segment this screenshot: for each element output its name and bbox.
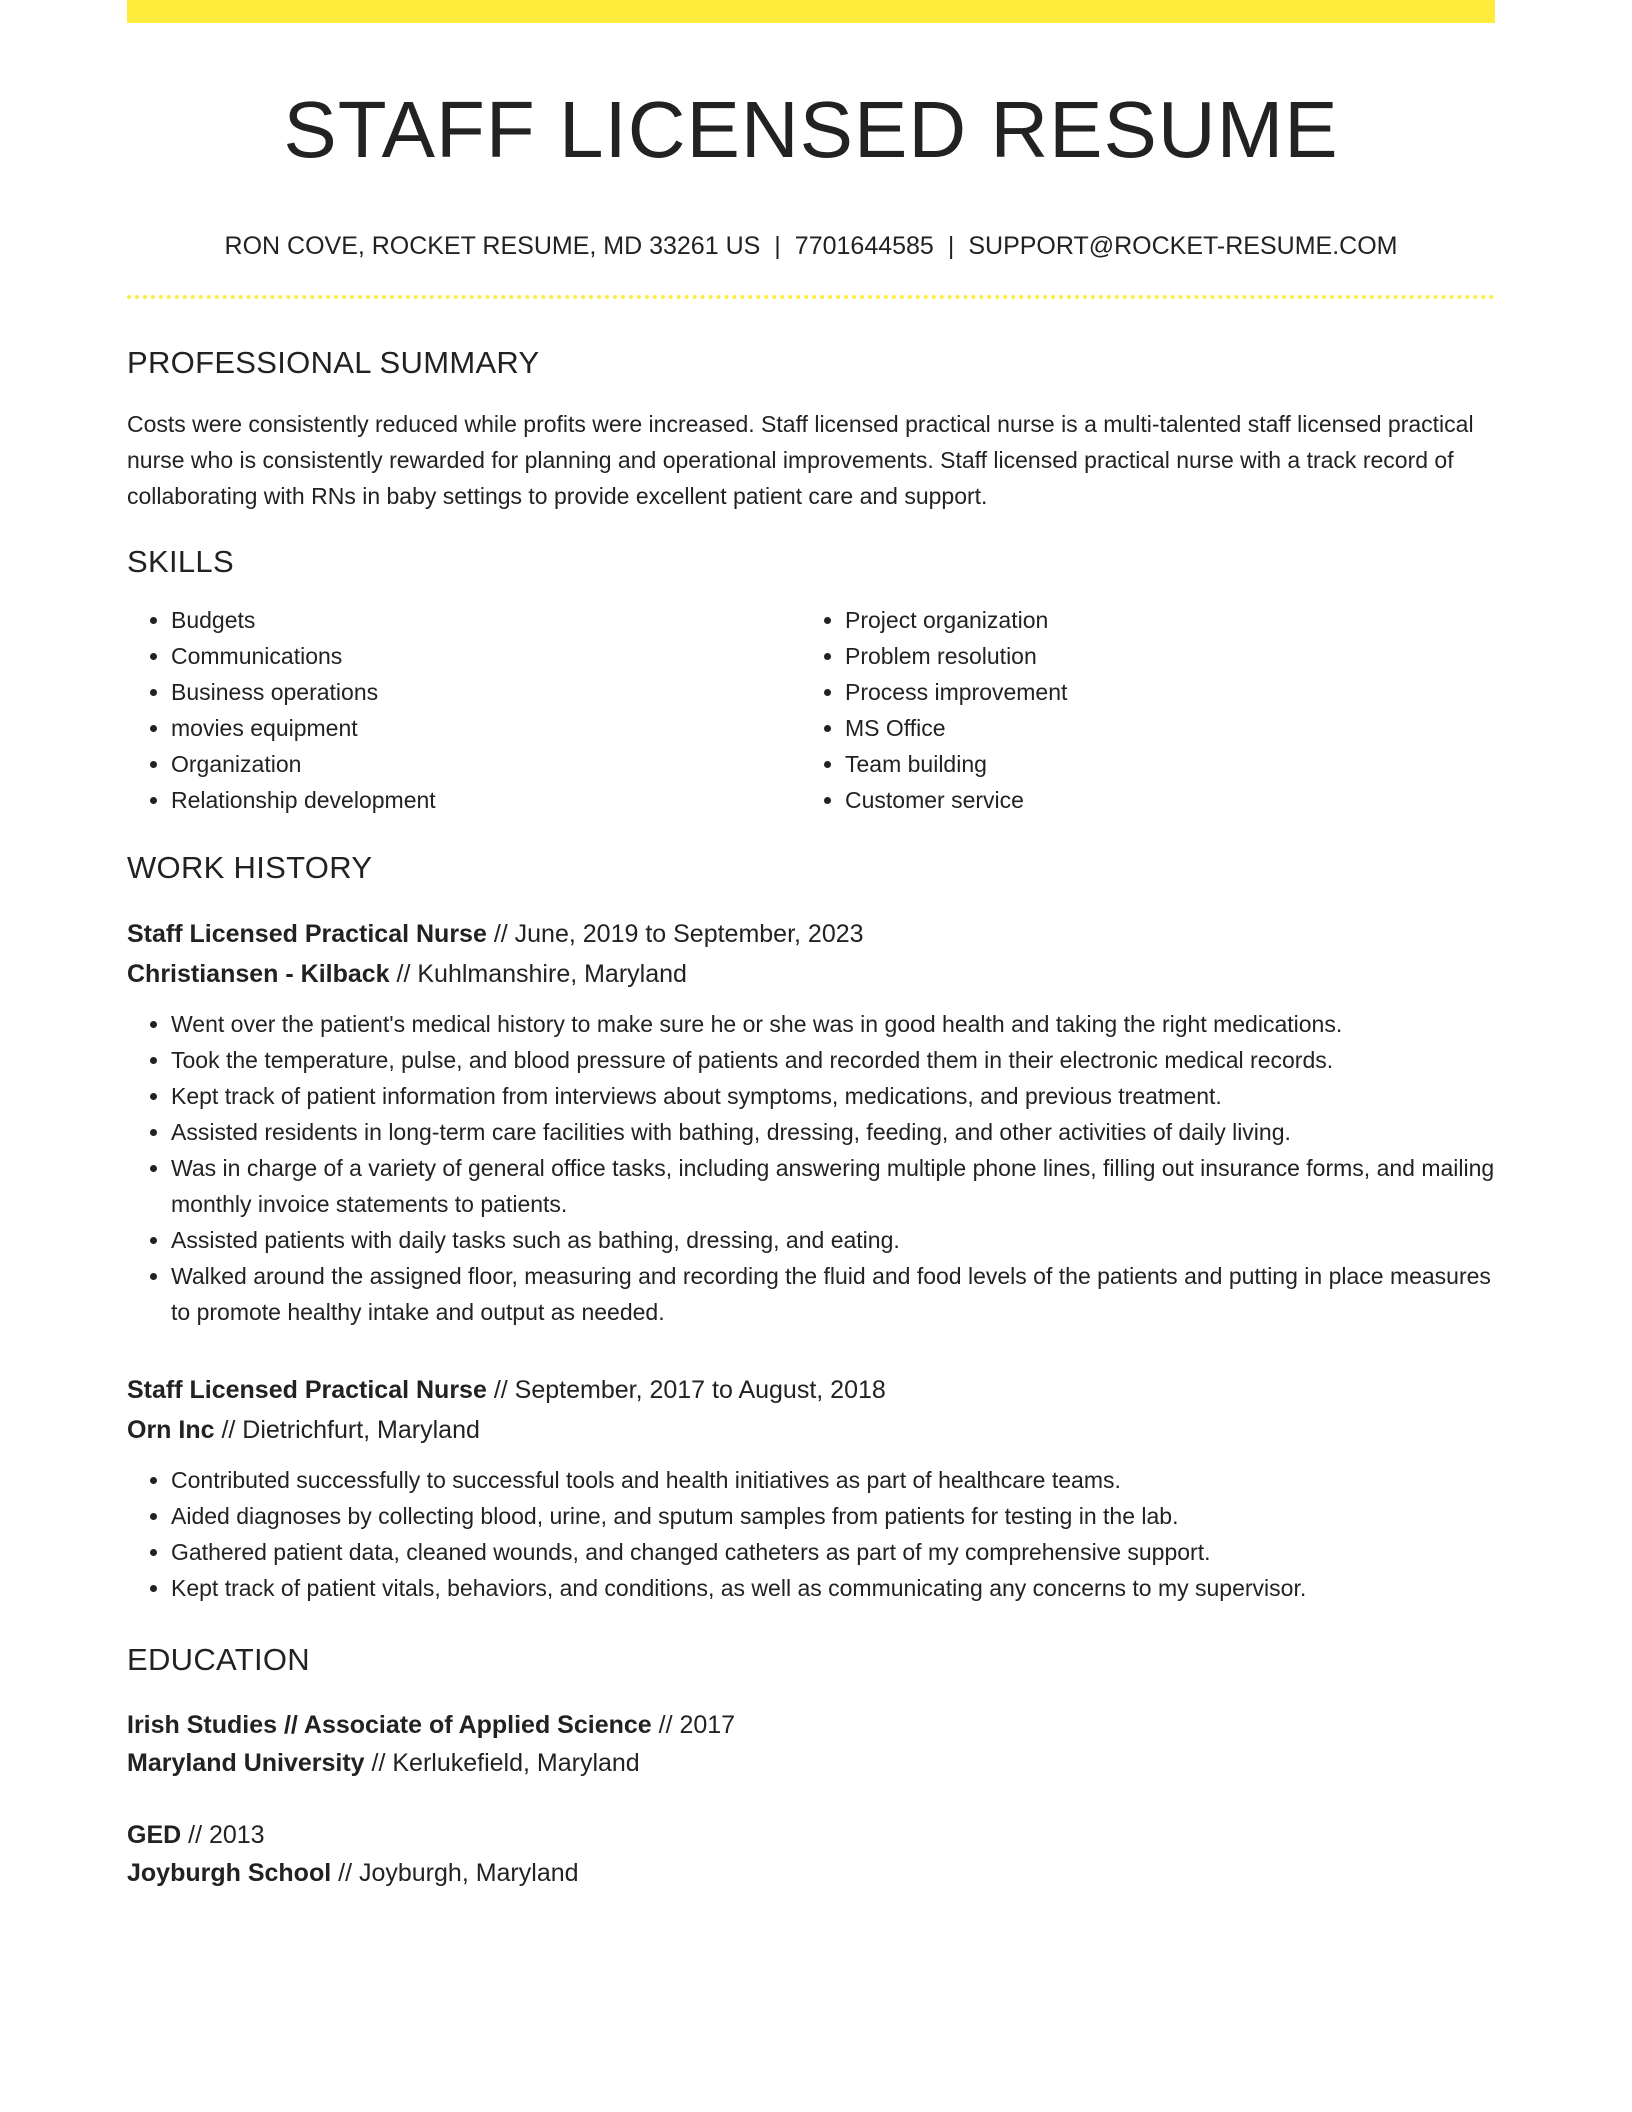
job-entry bbox=[127, 914, 1495, 1330]
skill-item: • Problem resolution bbox=[845, 638, 1475, 674]
job-location: // Kuhlmanshire, Maryland bbox=[389, 960, 687, 988]
skill-item: • Team building bbox=[845, 746, 1475, 782]
job-company-line bbox=[127, 1410, 1495, 1450]
skill-item: • Business operations bbox=[171, 674, 801, 710]
skills-column-right bbox=[801, 602, 1475, 818]
education-degree-line bbox=[127, 1706, 1495, 1744]
job-duty: • Was in charge of a variety of general office tasks, including answering multiple phone lines, filling out insurance forms, and mailing monthly invoice statements to patients. bbox=[171, 1150, 1495, 1222]
skills-column-left bbox=[127, 602, 801, 818]
skill-item: • Project organization bbox=[845, 602, 1475, 638]
resume-page bbox=[127, 0, 1495, 1892]
job-duty: • Aided diagnoses by collecting blood, urine, and sputum samples from patients for testing in the lab. bbox=[171, 1498, 1495, 1534]
education-degree-line bbox=[127, 1816, 1495, 1854]
skill-item: • Budgets bbox=[171, 602, 801, 638]
education-location: // Kerlukefield, Maryland bbox=[364, 1749, 640, 1777]
skills-heading: SKILLS bbox=[127, 544, 234, 579]
job-duty: • Assisted residents in long-term care facilities with bathing, dressing, feeding, and other activities of daily living. bbox=[171, 1114, 1495, 1150]
job-location: // Dietrichfurt, Maryland bbox=[214, 1416, 480, 1444]
job-entry bbox=[127, 1370, 1495, 1606]
dotted-divider bbox=[127, 295, 1495, 299]
skill-item: • Customer service bbox=[845, 782, 1475, 818]
skill-item: • Communications bbox=[171, 638, 801, 674]
education-year: // 2013 bbox=[181, 1821, 265, 1849]
job-duty: • Kept track of patient vitals, behaviors, and conditions, as well as communicating any concerns to my supervisor. bbox=[171, 1570, 1495, 1606]
skill-item: • movies equipment bbox=[171, 710, 801, 746]
job-title-line bbox=[127, 1370, 1495, 1410]
job-company: Orn Inc bbox=[127, 1416, 215, 1444]
job-duties bbox=[127, 1462, 1495, 1606]
job-duty: • Went over the patient's medical history to make sure he or she was in good health and taking the right medications. bbox=[171, 1006, 1495, 1042]
work-history-heading: WORK HISTORY bbox=[127, 850, 373, 885]
resume-title: STAFF LICENSED RESUME bbox=[283, 85, 1339, 174]
education-degree: GED bbox=[127, 1821, 182, 1849]
education-school-line bbox=[127, 1744, 1495, 1782]
education-degree: Irish Studies // Associate of Applied Science bbox=[127, 1711, 652, 1739]
contact-line bbox=[127, 231, 1495, 261]
contact-separator: | bbox=[774, 232, 781, 260]
contact-email: SUPPORT@ROCKET-RESUME.COM bbox=[968, 232, 1398, 260]
education-entry bbox=[127, 1706, 1495, 1782]
skill-item: • MS Office bbox=[845, 710, 1475, 746]
skill-item: • Process improvement bbox=[845, 674, 1475, 710]
summary-text: Costs were consistently reduced while profits were increased. Staff licensed practical nurse is a multi-talented staff licensed practical nurse who is consistently rewarded for planning and operational improvements. Staff licensed practical nurse with a track record of collaborating with RNs in baby settings to provide excellent patient care and support. bbox=[127, 411, 1474, 509]
education-school: Joyburgh School bbox=[127, 1859, 332, 1887]
education-heading: EDUCATION bbox=[127, 1642, 310, 1677]
job-duty: • Gathered patient data, cleaned wounds, and changed catheters as part of my comprehensive support. bbox=[171, 1534, 1495, 1570]
education-year: // 2017 bbox=[651, 1711, 736, 1739]
skill-item: • Organization bbox=[171, 746, 801, 782]
contact-phone: 7701644585 bbox=[794, 232, 934, 260]
skills-list bbox=[127, 602, 1495, 818]
job-dates: // September, 2017 to August, 2018 bbox=[486, 1376, 886, 1404]
contact-address: RON COVE, ROCKET RESUME, MD 33261 US bbox=[224, 232, 761, 260]
job-title: Staff Licensed Practical Nurse bbox=[127, 1376, 487, 1404]
education-school: Maryland University bbox=[127, 1749, 365, 1777]
job-company-line bbox=[127, 954, 1495, 994]
education-entry bbox=[127, 1816, 1495, 1892]
skill-item: • Relationship development bbox=[171, 782, 801, 818]
job-duty: • Contributed successfully to successful tools and health initiatives as part of healthcare teams. bbox=[171, 1462, 1495, 1498]
job-duty: • Walked around the assigned floor, measuring and recording the fluid and food levels of the patients and putting in place measures to promote healthy intake and output as needed. bbox=[171, 1258, 1495, 1330]
job-duty: • Kept track of patient information from interviews about symptoms, medications, and previous treatment. bbox=[171, 1078, 1495, 1114]
job-title: Staff Licensed Practical Nurse bbox=[127, 920, 487, 948]
job-duty: • Assisted patients with daily tasks such as bathing, dressing, and eating. bbox=[171, 1222, 1495, 1258]
contact-separator: | bbox=[947, 232, 955, 260]
summary-heading: PROFESSIONAL SUMMARY bbox=[127, 345, 540, 380]
job-dates: // June, 2019 to September, 2023 bbox=[486, 920, 864, 948]
job-company: Christiansen - Kilback bbox=[127, 960, 390, 988]
education-location: // Joyburgh, Maryland bbox=[331, 1859, 579, 1887]
job-title-line bbox=[127, 914, 1495, 954]
job-duty: • Took the temperature, pulse, and blood pressure of patients and recorded them in their electronic medical records. bbox=[171, 1042, 1495, 1078]
education-school-line bbox=[127, 1854, 1495, 1892]
job-duties bbox=[127, 1006, 1495, 1330]
accent-bar bbox=[127, 0, 1495, 23]
